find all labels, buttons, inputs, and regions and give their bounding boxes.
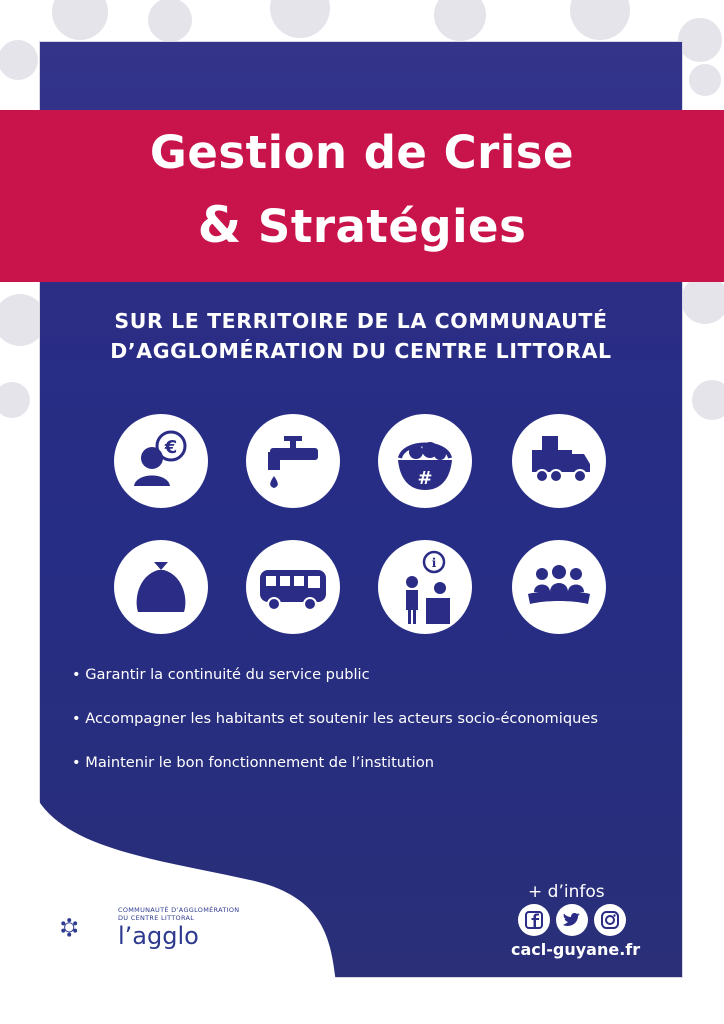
bus-icon: [246, 540, 340, 634]
list-item: • Accompagner les habitants et soutenir les acteurs socio-économiques: [72, 710, 598, 727]
title-line-1: Gestion de Crise: [149, 126, 575, 179]
twitter-icon[interactable]: [556, 904, 588, 936]
list-item: • Maintenir le bon fonctionnement de l’institution: [72, 754, 434, 771]
svg-text:i: i: [431, 556, 437, 570]
list-item: • Garantir la continuité du service public: [72, 666, 370, 683]
meeting-people-icon: [512, 540, 606, 634]
subtitle-line-2: D’AGGLOMÉRATION DU CENTRE LITTORAL: [110, 339, 612, 363]
svg-text:€: €: [164, 437, 178, 458]
garbage-truck-icon: [512, 414, 606, 508]
white-wave-shape: [0, 760, 724, 1024]
title-ampersand: &: [197, 196, 242, 254]
title-line-2-text: Stratégies: [257, 200, 527, 253]
title-line-2: [0, 196, 724, 254]
title-banner: [0, 110, 724, 282]
instagram-icon[interactable]: [594, 904, 626, 936]
agglo-logo-icon: [60, 898, 116, 958]
facebook-icon[interactable]: [518, 904, 550, 936]
trash-bag-icon: [114, 540, 208, 634]
water-tap-icon: [246, 414, 340, 508]
social-aid-euro-icon: [114, 414, 208, 508]
logo-line-1: COMMUNAUTÉ D’AGGLOMÉRATION: [118, 906, 240, 914]
subtitle: [40, 306, 682, 366]
food-basket-icon: [378, 414, 472, 508]
information-desk-icon: [378, 540, 472, 634]
logo-line-2: DU CENTRE LITTORAL: [118, 914, 195, 922]
subtitle-line-1: SUR LE TERRITOIRE DE LA COMMUNAUTÉ: [114, 309, 608, 333]
logo-name: l’agglo: [118, 922, 199, 950]
more-info-label: + d’infos: [528, 882, 605, 902]
svg-text:#: #: [417, 468, 433, 489]
website-link[interactable]: cacl-guyane.fr: [511, 940, 641, 959]
